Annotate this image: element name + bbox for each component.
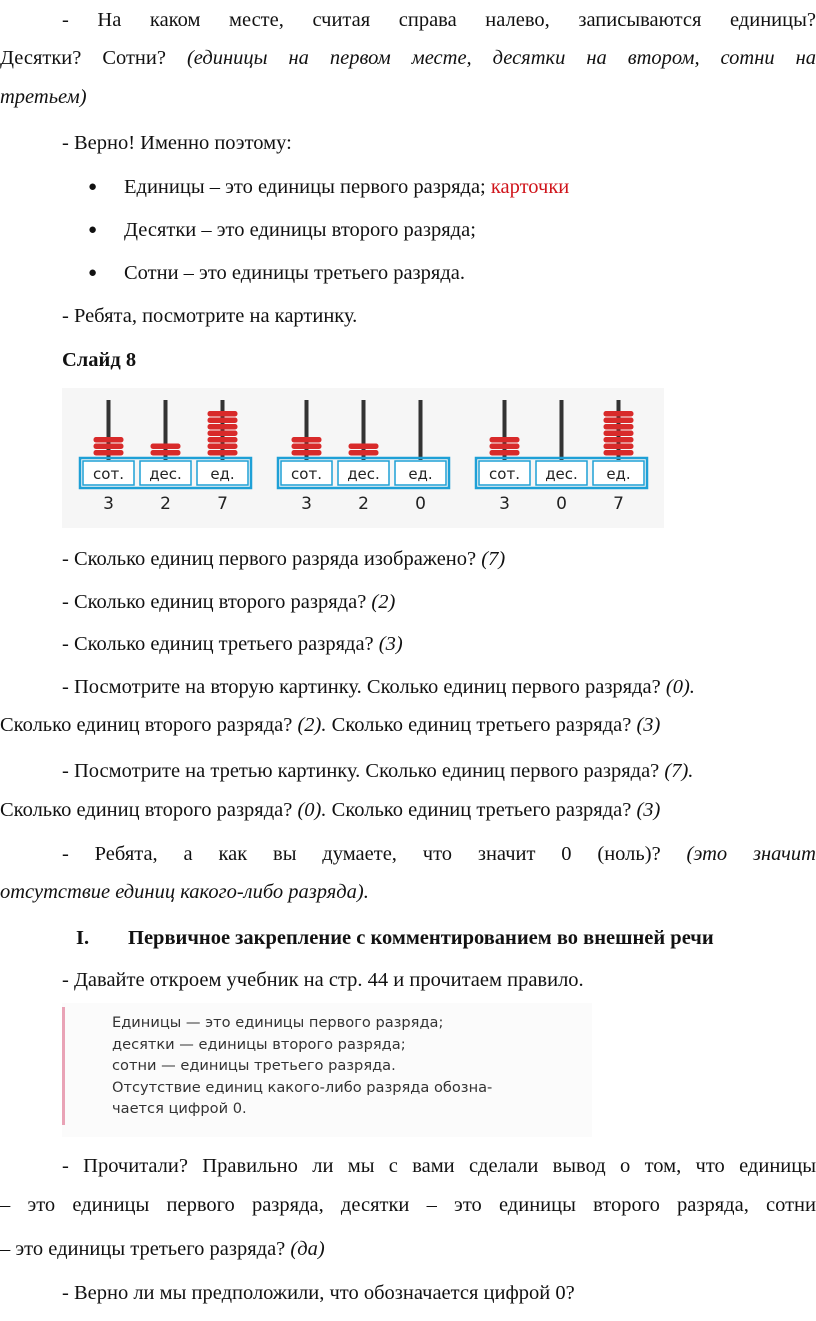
text: - Сколько единиц третьего разряда? [62, 633, 379, 655]
abacus-bead [208, 424, 238, 430]
abacus-column-label: сот. [291, 465, 322, 483]
paragraph-open-textbook [0, 967, 816, 993]
abacus-digit: 3 [499, 494, 510, 514]
abacus-bead [151, 444, 181, 450]
abacus-bead [292, 450, 322, 456]
abacus-bead [208, 450, 238, 456]
text: - Посмотрите на третью картинку. Сколько единиц первого разряда? [62, 760, 665, 782]
answer-italic: (7) [481, 548, 506, 570]
text: Слайд 8 [62, 349, 137, 371]
abacus-bead [604, 437, 634, 443]
abacus-bead [604, 424, 634, 430]
abacus-column-label: ед. [606, 465, 631, 483]
answer-italic: (2) [371, 591, 396, 613]
paragraph-confirm [0, 130, 816, 156]
abacus-column-label: дес. [545, 465, 578, 483]
answer-italic: (2). [297, 714, 327, 736]
question-4-line-2 [0, 712, 816, 738]
abacus-illustration [62, 388, 664, 528]
paragraph-question-line-1 [0, 7, 816, 33]
answer-italic: (да) [290, 1238, 325, 1260]
text: - Сколько единиц первого разряда изображено? [62, 548, 482, 570]
question-6-line-2 [0, 879, 816, 905]
bullet-icon: ● [88, 222, 98, 238]
abacus-bead [604, 444, 634, 450]
answer-italic: (единицы на первом месте, десятки на втором, сотни на [186, 47, 816, 69]
abacus-bead [208, 418, 238, 424]
rule-line: чается цифрой 0. [112, 1100, 247, 1117]
abacus-digit: 2 [160, 494, 171, 514]
rule-line: десятки — единицы второго разряда; [112, 1035, 406, 1053]
abacus-bead [604, 450, 634, 456]
abacus-digit: 0 [556, 494, 567, 514]
abacus-bead [94, 444, 124, 450]
abacus-bead [94, 437, 124, 443]
abacus-digit: 0 [415, 494, 426, 514]
text: Сколько единиц третьего разряда? [326, 799, 637, 821]
bullet-icon: ● [88, 179, 98, 195]
answer-italic: (0). [297, 799, 327, 821]
abacus-bead [490, 450, 520, 456]
paragraph-question-line-2 [0, 45, 816, 71]
text: - Давайте откроем учебник на стр. 44 и прочитаем правило. [62, 969, 584, 991]
answer-italic: (7). [664, 760, 694, 782]
abacus-bead [490, 437, 520, 443]
text: – это единицы первого разряда, десятки – это единицы второго разряда, сотни [0, 1194, 816, 1216]
question-5-line-1 [0, 758, 816, 784]
text: Сколько единиц второго разряда? [0, 714, 298, 736]
abacus-bead [151, 450, 181, 456]
rule-line: Отсутствие единиц какого-либо разряда обозна- [112, 1078, 493, 1096]
text: - Верно! Именно поэтому: [62, 132, 292, 154]
paragraph-look-picture [0, 303, 816, 329]
abacus-bead [94, 450, 124, 456]
text: Сколько единиц второго разряда? [0, 799, 298, 821]
abacus-column-label: ед. [408, 465, 433, 483]
red-note: карточки [490, 176, 570, 198]
rule-accent-bar [62, 1007, 65, 1125]
abacus-digit: 2 [358, 494, 369, 514]
text: Десятки – это единицы второго разряда; [124, 219, 476, 241]
abacus-column-label: дес. [149, 465, 182, 483]
rule-text [112, 1012, 492, 1120]
abacus-digit: 7 [613, 494, 624, 514]
abacus-bead [292, 444, 322, 450]
bullet-item-tens [124, 217, 476, 243]
abacus-digit: 7 [217, 494, 228, 514]
abacus-column-label: ед. [210, 465, 235, 483]
abacus-bead [604, 411, 634, 417]
question-4-line-1 [0, 674, 816, 700]
abacus-column-label: сот. [93, 465, 124, 483]
abacus-rod [560, 400, 564, 460]
rule-line: сотни — единицы третьего разряда. [112, 1057, 396, 1074]
abacus-svg [62, 388, 664, 528]
abacus-bead [604, 418, 634, 424]
text: - Прочитали? Правильно ли мы с вами сделали вывод о том, что единицы [62, 1155, 816, 1177]
textbook-rule-box [62, 1003, 592, 1137]
abacus-rod [419, 400, 423, 460]
bullet-item-hundreds [124, 260, 465, 286]
abacus-bead [208, 437, 238, 443]
answer-italic: отсутствие единиц какого-либо разряда). [0, 881, 369, 903]
text: – это единицы третьего разряда? [0, 1238, 291, 1260]
text: - На каком месте, считая справа налево, записываются единицы? [62, 9, 816, 31]
rule-line: Единицы — это единицы первого разряда; [112, 1014, 444, 1031]
abacus-bead [292, 437, 322, 443]
question-2 [0, 589, 816, 615]
paragraph-question-line-3 [0, 84, 816, 110]
answer-italic: (3) [378, 633, 403, 655]
slide-label [0, 347, 816, 373]
answer-italic: (3) [636, 799, 661, 821]
abacus-digit: 3 [301, 494, 312, 514]
abacus-bead [208, 411, 238, 417]
abacus-digit: 3 [103, 494, 114, 514]
answer-italic: (3) [636, 714, 661, 736]
answer-italic: (0). [665, 676, 695, 698]
question-1 [0, 546, 816, 572]
abacus-column-label: сот. [489, 465, 520, 483]
text: - Верно ли мы предположили, что обозначается цифрой 0? [62, 1282, 575, 1304]
question-5-line-2 [0, 797, 816, 823]
paragraph-zero-question [0, 1280, 816, 1306]
paragraph-check-line-2 [0, 1192, 816, 1218]
text: - Посмотрите на вторую картинку. Сколько единиц первого разряда? [62, 676, 666, 698]
text: - Ребята, посмотрите на картинку. [62, 305, 358, 327]
paragraph-check-line-3 [0, 1236, 816, 1262]
answer-italic: (это значит [686, 843, 816, 865]
abacus-bead [604, 431, 634, 437]
text: Единицы – это единицы первого разряда; [124, 176, 491, 198]
answer-italic: третьем) [0, 86, 87, 108]
paragraph-check-line-1 [0, 1153, 816, 1179]
text: - Сколько единиц второго разряда? [62, 591, 372, 613]
abacus-bead [490, 444, 520, 450]
text: - Ребята, а как вы думаете, что значит 0 (ноль)? [62, 843, 687, 865]
text: Сотни – это единицы третьего разряда. [124, 262, 465, 284]
section-title: Первичное закрепление с комментированием во внешней речи [128, 927, 714, 949]
bullet-icon: ● [88, 265, 98, 281]
question-6-line-1 [0, 841, 816, 867]
abacus-bead [349, 450, 379, 456]
bullet-item-units [124, 174, 569, 200]
abacus-bead [349, 444, 379, 450]
abacus-bead [208, 444, 238, 450]
text: Десятки? Сотни? [0, 47, 187, 69]
question-3 [0, 631, 816, 657]
text: Сколько единиц третьего разряда? [326, 714, 637, 736]
abacus-column-label: дес. [347, 465, 380, 483]
section-number: I. [76, 927, 90, 949]
abacus-bead [208, 431, 238, 437]
